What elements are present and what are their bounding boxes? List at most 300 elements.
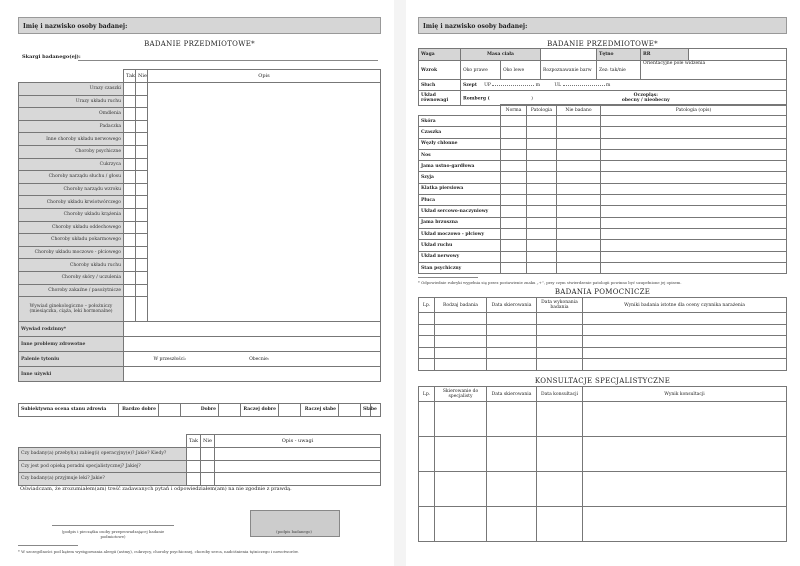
health-level-label: Słabe — [361, 404, 371, 417]
table-cell[interactable] — [419, 347, 435, 359]
column-header: Wyniki badania istotne dla oceny czynnika narażenia — [583, 298, 787, 313]
consult-table — [418, 386, 787, 542]
tak-checkbox[interactable] — [124, 297, 136, 322]
nie-checkbox[interactable] — [136, 158, 148, 171]
rozpoznawanie-barw-label: Rozpoznawanie barw — [541, 61, 597, 80]
tak-checkbox[interactable] — [124, 120, 136, 133]
orientacyjne-label: Orientacyjne pole widzenia — [641, 61, 787, 80]
exam-label: Układ ruchu — [419, 240, 501, 251]
table-row — [419, 472, 787, 507]
tak-checkbox[interactable] — [124, 271, 136, 284]
tak-checkbox[interactable] — [124, 133, 136, 146]
table-cell[interactable] — [487, 472, 537, 507]
tak-checkbox[interactable] — [124, 246, 136, 259]
col-tak: Tak — [124, 70, 136, 83]
table-cell[interactable] — [537, 472, 583, 507]
tak-checkbox[interactable] — [124, 158, 136, 171]
up-label: UP — [484, 82, 491, 88]
exam-row — [419, 172, 787, 183]
exam-rows — [419, 116, 787, 274]
exam-row — [419, 206, 787, 217]
m2-label: m — [606, 82, 611, 88]
q-notes-field[interactable] — [215, 473, 381, 486]
exam-label: Klatka piersiowa — [419, 183, 501, 194]
declaration-text: Oświadczam, że zrozumiałem(am) treść zadawanych pytań i odpowiedziałem(am) na nie zgodnie z prawdą. — [20, 486, 292, 492]
health-level-label: Raczej słabe — [301, 404, 339, 417]
history-label: Urazy układu ruchu — [19, 95, 124, 108]
table-cell[interactable] — [537, 437, 583, 472]
table-row — [419, 324, 787, 336]
norma-checkbox[interactable] — [501, 127, 527, 138]
norma-checkbox[interactable] — [501, 172, 527, 183]
exam-label: Nos — [419, 149, 501, 160]
nie-checkbox[interactable] — [136, 196, 148, 209]
oko-prawe-label: Oko prawe — [461, 61, 501, 80]
nie-badano-checkbox[interactable] — [557, 217, 601, 228]
patologia-opis-field[interactable] — [601, 240, 787, 251]
history-label: Choroby układu oddechowego — [19, 221, 124, 234]
nie-checkbox[interactable] — [136, 183, 148, 196]
table-cell[interactable] — [537, 347, 583, 359]
exam-label: Układ nerwowy — [419, 251, 501, 262]
nie-badano-checkbox[interactable] — [557, 127, 601, 138]
norma-checkbox[interactable] — [501, 161, 527, 172]
table-cell[interactable] — [487, 313, 537, 325]
q-tak-checkbox[interactable] — [187, 448, 201, 461]
norma-checkbox[interactable] — [501, 251, 527, 262]
table-row — [419, 507, 787, 542]
table-row — [419, 313, 787, 325]
history-rows — [19, 83, 381, 322]
physical-exam-table — [418, 104, 787, 274]
table-cell[interactable] — [583, 359, 787, 371]
q-nie-checkbox[interactable] — [201, 473, 215, 486]
column-header: Data skierowania — [487, 298, 537, 313]
nie-checkbox[interactable] — [136, 246, 148, 259]
table-cell[interactable] — [583, 324, 787, 336]
norma-checkbox[interactable] — [501, 116, 527, 127]
nie-badano-checkbox[interactable] — [557, 149, 601, 160]
signature-caption-2: (podpis badanego) — [276, 529, 312, 534]
q-notes-field[interactable] — [215, 460, 381, 473]
nie-badano-checkbox[interactable] — [557, 206, 601, 217]
patologia-checkbox[interactable] — [527, 172, 557, 183]
sluch-label: Słuch — [419, 80, 461, 91]
patologia-checkbox[interactable] — [527, 206, 557, 217]
exam-label: Jama brzuszna — [419, 217, 501, 228]
nie-checkbox[interactable] — [136, 234, 148, 247]
masa-ciala-field[interactable] — [541, 49, 597, 61]
drugs-label: Inne używki — [19, 367, 124, 382]
history-label: Wywiad ginekologiczno – położniczy (miesiączka, ciąża, leki hormonalne) — [19, 297, 124, 322]
zez-label: Zez: tak/nie — [597, 61, 641, 80]
aux-title: BADANIA POMOCNICZE — [554, 288, 651, 296]
patologia-opis-field[interactable] — [601, 251, 787, 262]
tak-checkbox[interactable] — [124, 108, 136, 121]
exam-row — [419, 127, 787, 138]
tak-checkbox[interactable] — [124, 221, 136, 234]
table-cell[interactable] — [435, 324, 487, 336]
tak-checkbox[interactable] — [124, 171, 136, 184]
nie-checkbox[interactable] — [136, 297, 148, 322]
tak-checkbox[interactable] — [124, 145, 136, 158]
smoking-field[interactable] — [124, 352, 381, 367]
vitals-table — [418, 48, 787, 106]
page-title: BADANIE PRZEDMIOTOWE* — [144, 40, 255, 48]
patologia-opis-field[interactable] — [601, 116, 787, 127]
table-cell[interactable] — [435, 336, 487, 348]
patologia-opis-field[interactable] — [601, 228, 787, 239]
aux-tests-table — [418, 297, 787, 371]
consult-title: KONSULTACJE SPECJALISTYCZNE — [534, 377, 671, 385]
tak-checkbox[interactable] — [124, 196, 136, 209]
patologia-checkbox[interactable] — [527, 116, 557, 127]
table-cell[interactable] — [583, 347, 787, 359]
oczoplas-label: Oczopląs: — [633, 93, 658, 99]
patologia-checkbox[interactable] — [527, 251, 557, 262]
exam-label: Jama ustno-gardłowa — [419, 161, 501, 172]
history-label: Choroby układu krwiotwórczego — [19, 196, 124, 209]
question-row — [19, 460, 381, 473]
exam-label: Węzły chłonne — [419, 138, 501, 149]
history-label: Cukrzyca — [19, 158, 124, 171]
table-cell[interactable] — [435, 359, 487, 371]
table-cell[interactable] — [419, 324, 435, 336]
nie-badano-checkbox[interactable] — [557, 138, 601, 149]
romberg-end: ) — [531, 96, 533, 102]
exam-label: Układ sercowo-naczyniowy — [419, 206, 501, 217]
table-cell[interactable] — [487, 324, 537, 336]
column-header: Wynik konsultacji — [583, 387, 787, 402]
table-cell[interactable] — [419, 507, 435, 542]
wzrok-label: Wzrok — [419, 61, 461, 80]
patologia-checkbox[interactable] — [527, 217, 557, 228]
history-label: Choroby zakaźne / pasożytnicze — [19, 284, 124, 297]
nie-checkbox[interactable] — [136, 271, 148, 284]
tetno-label: Tętno — [597, 49, 641, 61]
q-tak-checkbox[interactable] — [187, 473, 201, 486]
column-header: Data skierowania — [487, 387, 537, 402]
exam-row — [419, 251, 787, 262]
q-notes-field[interactable] — [215, 448, 381, 461]
waga-label: Waga — [419, 49, 461, 61]
table-cell[interactable] — [435, 507, 487, 542]
norma-checkbox[interactable] — [501, 206, 527, 217]
patologia-checkbox[interactable] — [527, 240, 557, 251]
drugs-field[interactable] — [124, 367, 381, 382]
table-row — [419, 336, 787, 348]
q-col-tak: Tak — [187, 435, 201, 448]
patologia-opis-field[interactable] — [601, 217, 787, 228]
q-col-opis: Opis - uwagi — [215, 435, 381, 448]
table-cell[interactable] — [487, 402, 537, 437]
q-nie-checkbox[interactable] — [201, 460, 215, 473]
exam-label: Skóra — [419, 116, 501, 127]
nie-badano-checkbox[interactable] — [557, 240, 601, 251]
table-cell[interactable] — [537, 324, 583, 336]
table-cell[interactable] — [419, 437, 435, 472]
nie-badano-checkbox[interactable] — [557, 251, 601, 262]
oczoplas-value[interactable]: obecny / nieobecny — [621, 98, 670, 104]
exam-row — [419, 240, 787, 251]
nie-badano-checkbox[interactable] — [557, 161, 601, 172]
romberg-label: Romberg ( — [463, 96, 490, 102]
exam-row — [419, 161, 787, 172]
exam-label: Płuca — [419, 195, 501, 206]
table-row — [419, 402, 787, 437]
complaints-line — [78, 60, 378, 61]
history-label: Choroby narządu wzroku — [19, 183, 124, 196]
tak-checkbox[interactable] — [124, 284, 136, 297]
signature-caption-1: (podpis i pieczątka osoby przeprowadzającej badanie podmiotowe) — [61, 529, 165, 539]
history-description[interactable] — [148, 83, 381, 322]
table-cell[interactable] — [537, 507, 583, 542]
norma-checkbox[interactable] — [501, 240, 527, 251]
tak-checkbox[interactable] — [124, 183, 136, 196]
nie-checkbox[interactable] — [136, 221, 148, 234]
table-cell[interactable] — [583, 437, 787, 472]
question-row — [19, 448, 381, 461]
nie-checkbox[interactable] — [136, 120, 148, 133]
other-health-label: Inne problemy zdrowotne — [19, 337, 124, 352]
name-field-right[interactable] — [418, 17, 787, 34]
table-cell[interactable] — [487, 359, 537, 371]
nie-checkbox[interactable] — [136, 108, 148, 121]
nie-badano-checkbox[interactable] — [557, 183, 601, 194]
norma-checkbox[interactable] — [501, 183, 527, 194]
patologia-opis-field[interactable] — [601, 138, 787, 149]
norma-checkbox[interactable] — [501, 262, 527, 273]
table-cell[interactable] — [419, 359, 435, 371]
exam-label: Stan psychiczny — [419, 262, 501, 273]
health-level-checkbox[interactable] — [339, 404, 361, 417]
col-nie: Nie — [136, 70, 148, 83]
medical-history-table — [18, 69, 381, 382]
tak-checkbox[interactable] — [124, 83, 136, 96]
page-gutter — [394, 0, 406, 566]
question-label: Czy badany(a) przebył(a) zabieg(i) operacyjny(e)? Jakie? Kiedy? — [19, 448, 187, 461]
table-cell[interactable] — [435, 402, 487, 437]
exam-row — [419, 149, 787, 160]
patologia-opis-field[interactable] — [601, 127, 787, 138]
oko-lewe-label: Oko lewe — [501, 61, 541, 80]
table-cell[interactable] — [583, 313, 787, 325]
history-label: Padaczka — [19, 120, 124, 133]
norma-checkbox[interactable] — [501, 138, 527, 149]
col-norma: Norma — [501, 105, 527, 116]
family-history-label: Wywiad rodzinny* — [19, 322, 124, 337]
patologia-checkbox[interactable] — [527, 228, 557, 239]
health-eval-label: Subiektywna ocena stanu zdrowia — [19, 404, 119, 417]
sluch-field[interactable] — [461, 80, 787, 91]
table-cell[interactable] — [537, 402, 583, 437]
table-cell[interactable] — [419, 313, 435, 325]
smoking-label: Palenie tytoniu — [19, 352, 124, 367]
table-cell[interactable] — [435, 437, 487, 472]
consult-rows — [419, 402, 787, 542]
table-cell[interactable] — [537, 359, 583, 371]
table-cell[interactable] — [487, 336, 537, 348]
history-row — [19, 83, 381, 96]
patologia-opis-field[interactable] — [601, 183, 787, 194]
nie-badano-checkbox[interactable] — [557, 262, 601, 273]
question-rows — [19, 448, 381, 486]
rr-field[interactable] — [689, 49, 787, 61]
exam-row — [419, 262, 787, 273]
column-header: Data konsultacji — [537, 387, 583, 402]
family-history-field[interactable] — [124, 322, 381, 337]
nie-checkbox[interactable] — [136, 208, 148, 221]
left-page — [0, 0, 394, 566]
m1-label: m — [535, 82, 541, 88]
ul-label: UL — [554, 82, 562, 88]
table-cell[interactable] — [435, 472, 487, 507]
patologia-checkbox[interactable] — [527, 138, 557, 149]
nie-checkbox[interactable] — [136, 133, 148, 146]
col-patologia: Patologia — [527, 105, 557, 116]
table-cell[interactable] — [435, 313, 487, 325]
exam-note-rule — [418, 277, 478, 278]
nie-checkbox[interactable] — [136, 259, 148, 272]
history-label: Choroby układu moczowo - płciowego — [19, 246, 124, 259]
other-health-field[interactable] — [124, 337, 381, 352]
table-cell[interactable] — [487, 437, 537, 472]
table-cell[interactable] — [537, 313, 583, 325]
exam-row — [419, 138, 787, 149]
table-cell[interactable] — [583, 336, 787, 348]
table-row — [419, 347, 787, 359]
history-label: Choroby układu krążenia — [19, 208, 124, 221]
exam-row — [419, 116, 787, 127]
norma-checkbox[interactable] — [501, 228, 527, 239]
signature-line-1 — [52, 525, 174, 526]
name-field[interactable] — [18, 17, 381, 34]
table-row — [419, 437, 787, 472]
history-label: Choroby układu ruchu — [19, 259, 124, 272]
health-level-label: Bardzo dobre — [119, 404, 159, 417]
patologia-checkbox[interactable] — [527, 262, 557, 273]
page-title-right: BADANIE PRZEDMIOTOWE* — [547, 40, 658, 48]
column-header: Rodzaj badania — [435, 298, 487, 313]
column-header: Skierowanie do specjalisty — [435, 387, 487, 402]
nie-checkbox[interactable] — [136, 83, 148, 96]
q-tak-checkbox[interactable] — [187, 460, 201, 473]
history-label: Choroby narządu słuchu / głosu — [19, 171, 124, 184]
exam-label: Szyja — [419, 172, 501, 183]
norma-checkbox[interactable] — [501, 195, 527, 206]
history-label: Choroby układu pokarmowego — [19, 234, 124, 247]
table-cell[interactable] — [419, 472, 435, 507]
table-cell[interactable] — [419, 336, 435, 348]
szept-label: Szept — [463, 82, 477, 88]
footnote-rule — [18, 545, 78, 546]
patologia-checkbox[interactable] — [527, 195, 557, 206]
question-label: Czy jest pod opieką poradni specjalistycznej? Jakiej? — [19, 460, 187, 473]
nie-checkbox[interactable] — [136, 171, 148, 184]
up-field[interactable] — [492, 85, 534, 86]
name-label-right: Imię i nazwisko osoby badanej: — [423, 23, 528, 30]
health-level-checkbox[interactable] — [159, 404, 181, 417]
patologia-checkbox[interactable] — [527, 127, 557, 138]
tak-checkbox[interactable] — [124, 234, 136, 247]
nie-checkbox[interactable] — [136, 284, 148, 297]
aux-rows — [419, 313, 787, 371]
col-nie-badano: Nie badano — [557, 105, 601, 116]
health-level-checkbox[interactable] — [219, 404, 241, 417]
table-cell[interactable] — [487, 507, 537, 542]
tak-checkbox[interactable] — [124, 95, 136, 108]
health-level-checkbox[interactable] — [279, 404, 301, 417]
patologia-opis-field[interactable] — [601, 149, 787, 160]
question-label: Czy badany(a) przyjmuje leki? Jakie? — [19, 473, 187, 486]
exam-row — [419, 195, 787, 206]
patologia-checkbox[interactable] — [527, 149, 557, 160]
patologia-opis-field[interactable] — [601, 161, 787, 172]
q-col-nie: Nie — [201, 435, 215, 448]
tak-checkbox[interactable] — [124, 259, 136, 272]
history-label: Inne choroby układu nerwowego — [19, 133, 124, 146]
health-eval-table — [18, 403, 381, 417]
table-cell[interactable] — [537, 336, 583, 348]
ul-field[interactable] — [563, 85, 605, 86]
table-cell[interactable] — [583, 507, 787, 542]
nie-badano-checkbox[interactable] — [557, 195, 601, 206]
table-cell[interactable] — [583, 472, 787, 507]
nie-checkbox[interactable] — [136, 145, 148, 158]
health-level-label: Raczej dobre — [241, 404, 279, 417]
exam-note: * Odpowiednie rubryki wypełnia się przez postawienie znaku „+”, przy czym stwierdzenie patologii powinno być uzupełnione jej opisem. — [418, 280, 682, 285]
table-cell[interactable] — [435, 347, 487, 359]
exam-row — [419, 183, 787, 194]
health-level-label: Dobre — [181, 404, 219, 417]
tak-checkbox[interactable] — [124, 208, 136, 221]
past-label: W przeszłości: — [153, 356, 187, 362]
nie-badano-checkbox[interactable] — [557, 116, 601, 127]
table-row — [419, 359, 787, 371]
nie-checkbox[interactable] — [136, 95, 148, 108]
nie-badano-checkbox[interactable] — [557, 172, 601, 183]
table-cell[interactable] — [487, 347, 537, 359]
table-cell[interactable] — [583, 402, 787, 437]
patologia-opis-field[interactable] — [601, 206, 787, 217]
nie-badano-checkbox[interactable] — [557, 228, 601, 239]
history-label: Omdlenia — [19, 108, 124, 121]
history-label: Choroby skóry / uczulenia — [19, 271, 124, 284]
patologia-opis-field[interactable] — [601, 262, 787, 273]
q-nie-checkbox[interactable] — [201, 448, 215, 461]
name-label: Imię i nazwisko osoby badanej: — [23, 23, 128, 30]
history-label: Choroby psychiczne — [19, 145, 124, 158]
patologia-opis-field[interactable] — [601, 195, 787, 206]
questions-table — [18, 434, 381, 486]
exam-row — [419, 217, 787, 228]
exam-label: Czaszka — [419, 127, 501, 138]
masa-ciala-label: Masa ciała — [461, 49, 541, 61]
rr-label: RR — [641, 49, 689, 61]
col-patologia-opis: Patologia (opis) — [601, 105, 787, 116]
exam-label: Układ moczowo - płciowy — [419, 228, 501, 239]
patologia-checkbox[interactable] — [527, 183, 557, 194]
column-header: Data wykonania badania — [537, 298, 583, 313]
table-cell[interactable] — [419, 402, 435, 437]
norma-checkbox[interactable] — [501, 149, 527, 160]
patologia-opis-field[interactable] — [601, 172, 787, 183]
uklad-rown-label: Układ równowagi — [419, 91, 461, 106]
footnote: * W szczególności pod kątem występowania alergii (astmy), cukrzycy, choroby psychicznej, choroby serca, nadciśnienia tętniczego i nowotworów. — [18, 549, 299, 554]
question-row — [19, 473, 381, 486]
patologia-checkbox[interactable] — [527, 161, 557, 172]
norma-checkbox[interactable] — [501, 217, 527, 228]
